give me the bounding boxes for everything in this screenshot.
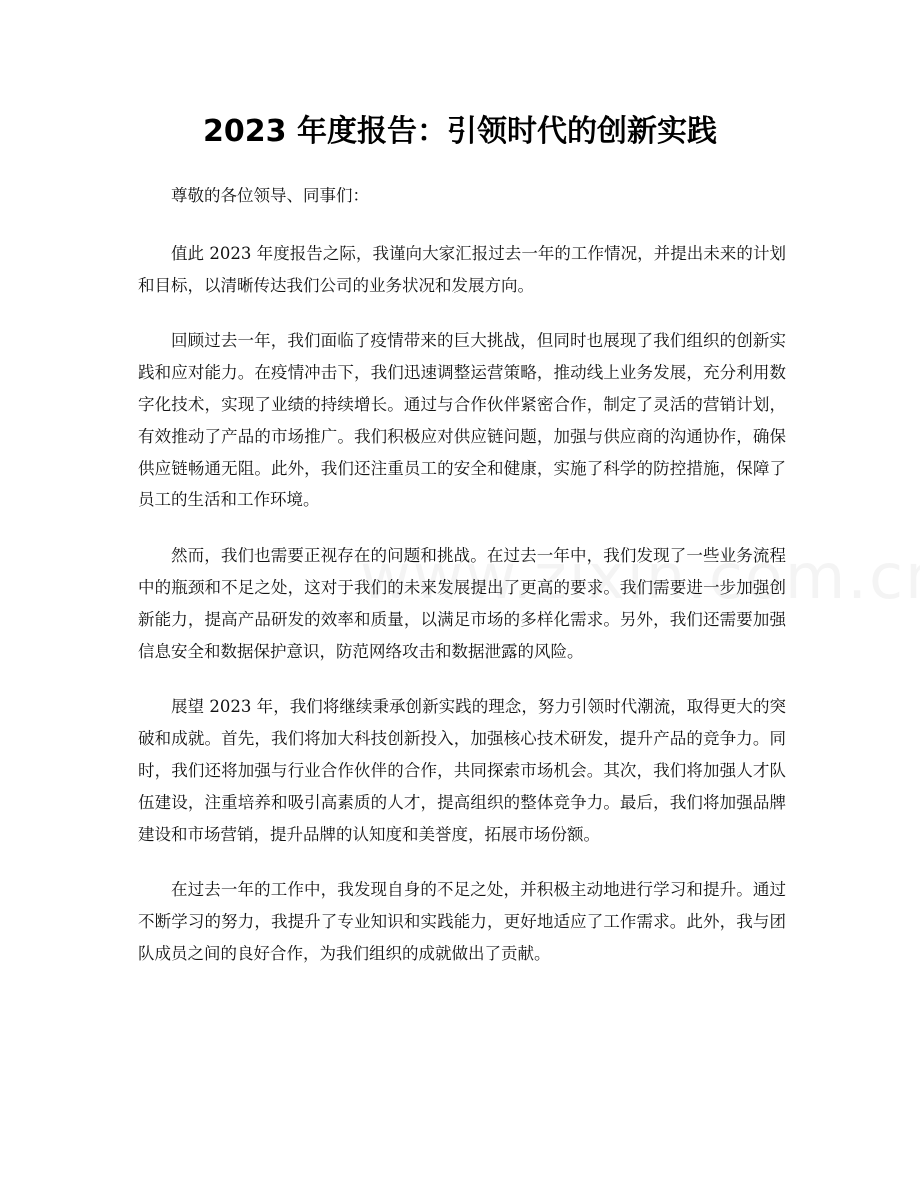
document-body <box>138 180 786 994</box>
paragraph-review: 回顾过去一年，我们面临了疫情带来的巨大挑战，但同时也展现了我们组织的创新实践和应对能力。在疫情冲击下，我们迅速调整运营策略，推动线上业务发展，充分利用数字化技术，实现了业绩的持续增长。通过与合作伙伴紧密合作，制定了灵活的营销计划，有效推动了产品的市场推广。我们积极应对供应链问题，加强与供应商的沟通协作，确保供应链畅通无阻。此外，我们还注重员工的安全和健康，实施了科学的防控措施，保障了员工的生活和工作环境。 <box>138 331 786 510</box>
paragraph-challenges: 然而，我们也需要正视存在的问题和挑战。在过去一年中，我们发现了一些业务流程中的瓶颈和不足之处，这对于我们的未来发展提出了更高的要求。我们需要进一步加强创新能力，提高产品研发的效率和质量，以满足市场的多样化需求。另外，我们还需要加强信息安全和数据保护意识，防范网络攻击和数据泄露的风险。 <box>138 546 786 661</box>
greeting: 尊敬的各位领导、同事们： <box>171 186 369 205</box>
paragraph-self-review: 在过去一年的工作中，我发现自身的不足之处，并积极主动地进行学习和提升。通过不断学习的努力，我提升了专业知识和实践能力，更好地适应了工作需求。此外，我与团队成员之间的良好合作，为我们组织的成就做出了贡献。 <box>138 880 786 963</box>
document-title: 2023 年度报告：引领时代的创新实践 <box>203 114 717 149</box>
paragraph-intro: 值此 2023 年度报告之际，我谨向大家汇报过去一年的工作情况，并提出未来的计划和目标，以清晰传达我们公司的业务状况和发展方向。 <box>138 243 786 295</box>
paragraph-outlook: 展望 2023 年，我们将继续秉承创新实践的理念，努力引领时代潮流，取得更大的突破和成就。首先，我们将加大科技创新投入，加强核心技术研发，提升产品的竞争力。同时，我们还将加强与行业合作伙伴的合作，共同探索市场机会。其次，我们将加强人才队伍建设，注重培养和吸引高素质的人才，提高组织的整体竞争力。最后，我们将加强品牌建设和市场营销，提升品牌的认知度和美誉度，拓展市场份额。 <box>138 697 786 844</box>
